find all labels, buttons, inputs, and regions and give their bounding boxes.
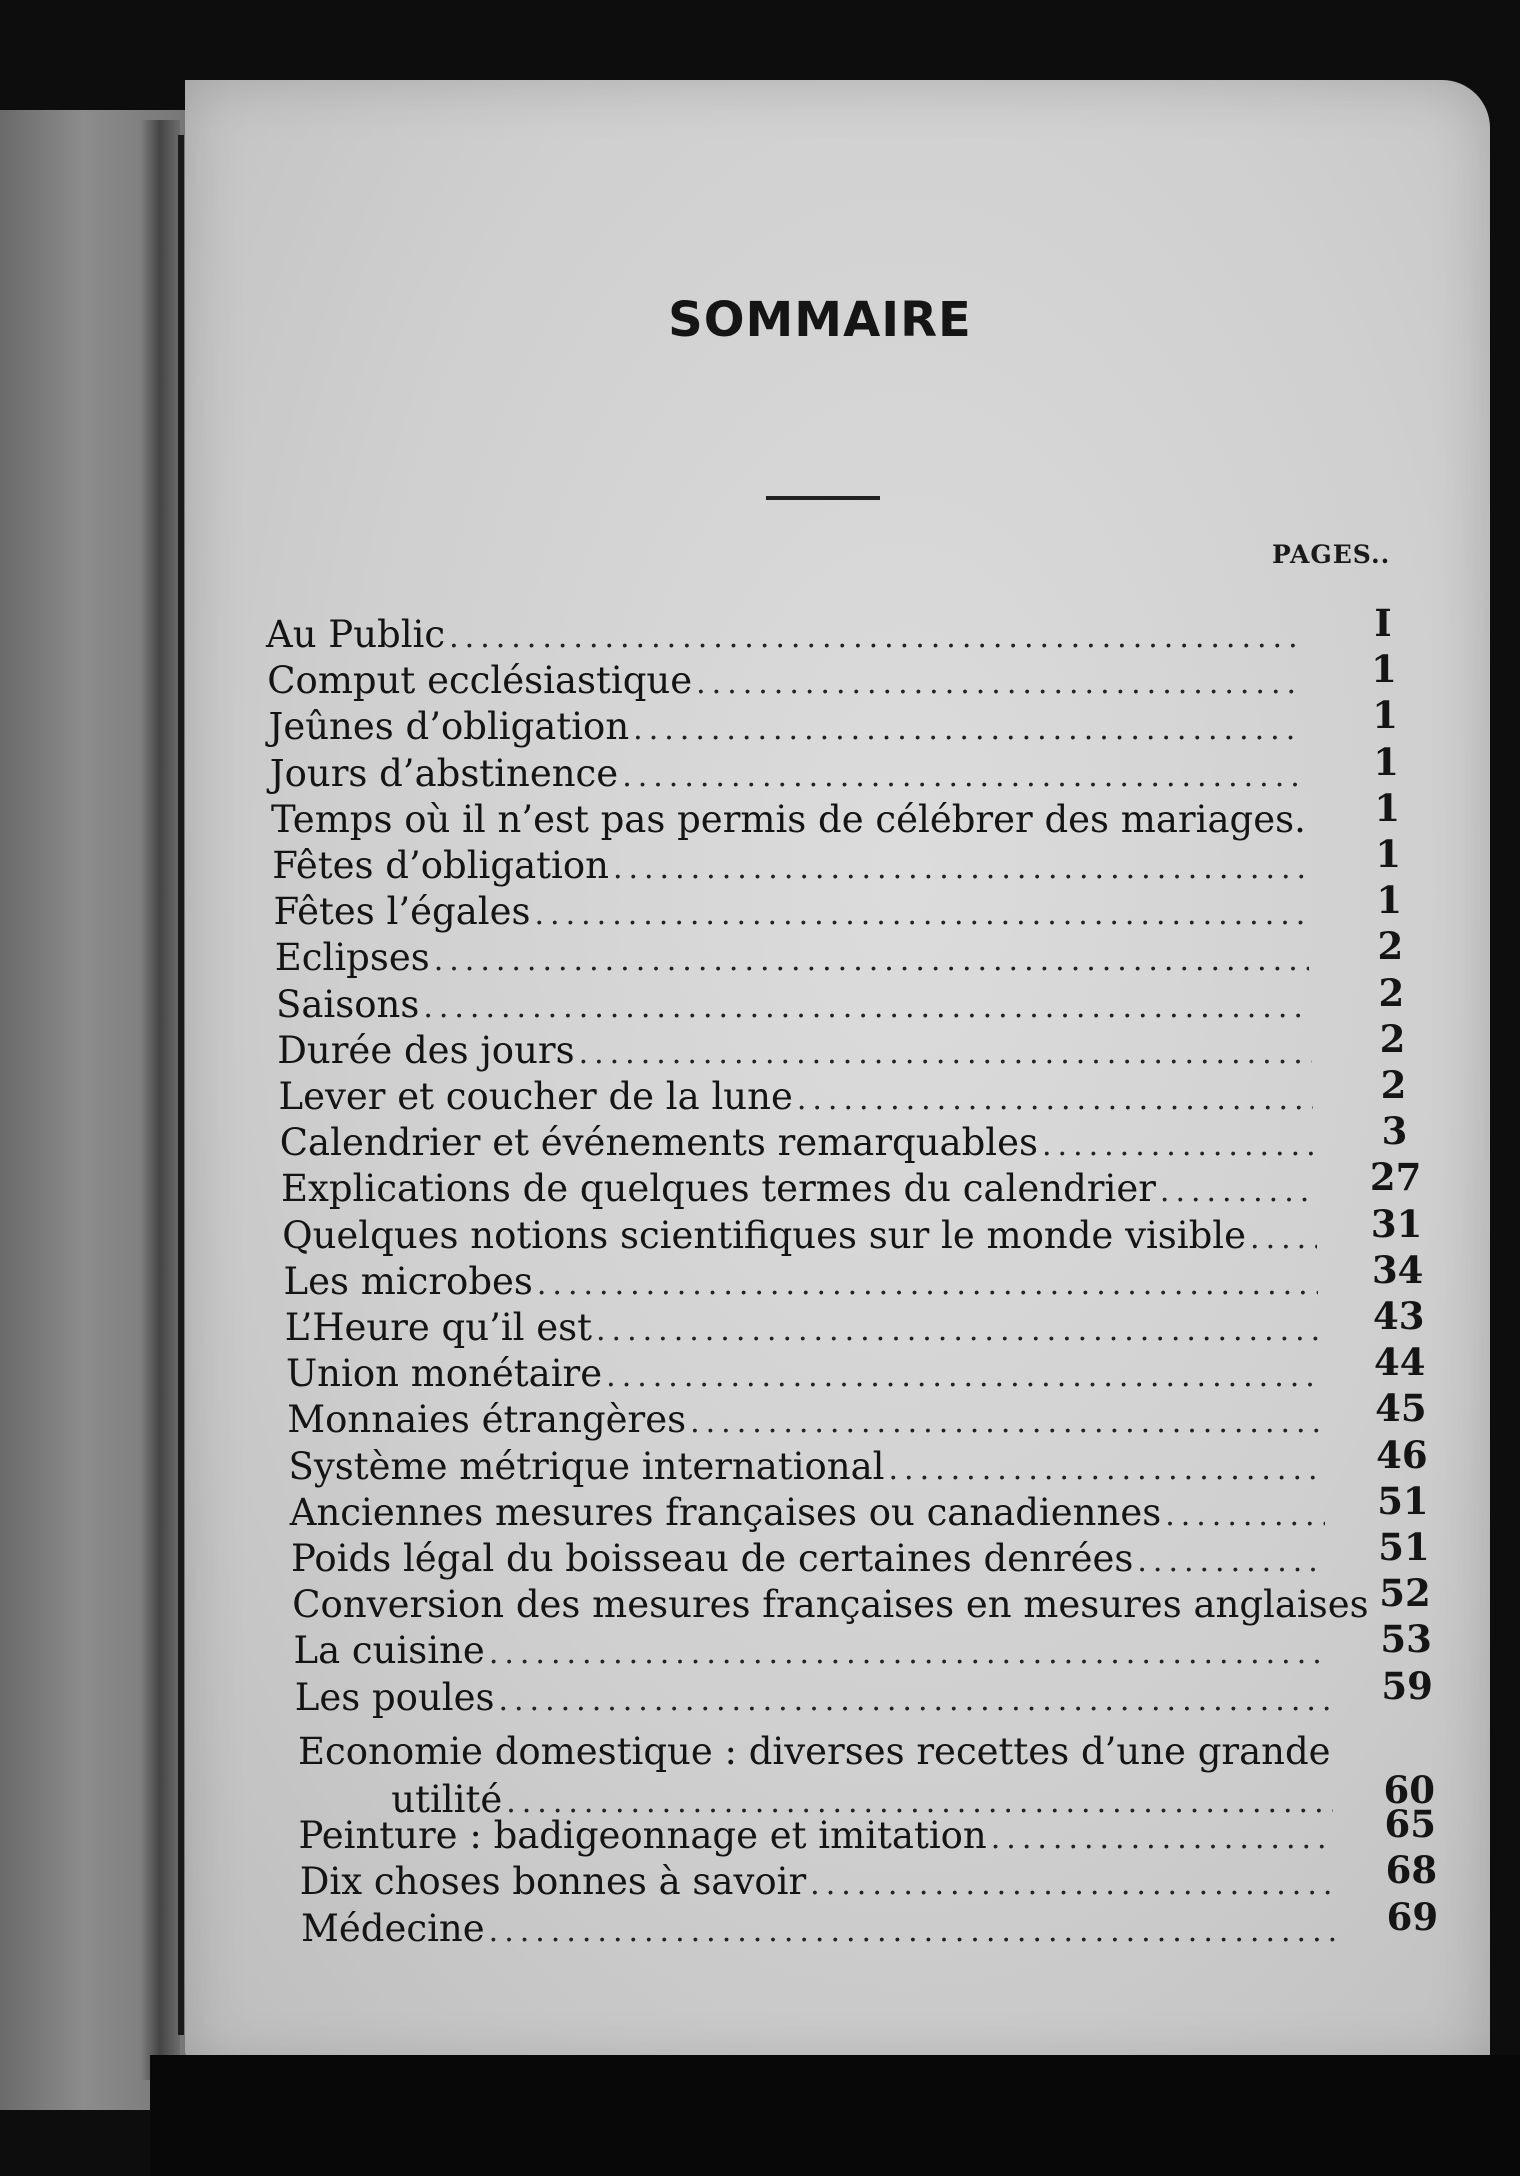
leader-dots [596,1308,1319,1354]
leader-dots [1250,1216,1317,1262]
toc-entry-title: Calendrier et événements remarquables [279,1121,1038,1165]
leader-dots [613,846,1307,892]
toc-entry-page: 43 [1373,1294,1425,1338]
toc-entry-page: 68 [1385,1848,1438,1893]
toc-entry-page: 52 [1379,1571,1431,1616]
toc-entry-page: 2 [1377,924,1404,969]
toc-entry-title-continuation: utilité [391,1778,503,1821]
toc-entry [0,1571,1520,1628]
toc-entry-title: Les poules [294,1675,495,1719]
toc-entry-title: La cuisine [293,1629,485,1673]
toc-entry-page: 51 [1377,1478,1429,1523]
toc-entry [0,1063,1520,1120]
toc-entry-title: Union monétaire [286,1352,603,1396]
toc-entry [0,924,1520,981]
toc-entry-page: 2 [1379,1016,1406,1061]
toc-entry-page: 1 [1372,693,1398,738]
toc-entry [0,693,1520,750]
toc-entry-title: Monnaies étrangères [287,1398,687,1442]
leader-dots [537,1262,1318,1308]
toc-entry-page: 1 [1376,878,1403,923]
leader-dots [633,707,1302,753]
leader-dots [889,1447,1324,1493]
leader-dots [810,1862,1335,1908]
toc-entry-page: 34 [1371,1247,1424,1292]
leader-dots [1160,1169,1316,1215]
page-title: SOMMAIRE [668,292,972,348]
toc-entry [0,832,1520,889]
toc-entry-title: Jours d’abstinence [269,751,619,795]
toc-entry-title: Lever et coucher de la lune [278,1075,793,1118]
toc-entry-page: 60 [1383,1768,1435,1812]
toc-entry [0,1155,1520,1212]
toc-entry-title: Conversion des mesures françaises en mesures anglaises [292,1583,1369,1627]
toc-entry-title: Au Public [266,613,446,656]
toc-entry-page: 46 [1376,1432,1428,1477]
leader-dots [696,661,1301,707]
toc-entry [0,1478,1520,1536]
toc-entry-page: 65 [1384,1802,1437,1847]
toc-entry-page: 2 [1380,1063,1407,1107]
toc-entry [0,1201,1520,1259]
toc-entry-page: 69 [1386,1894,1439,1939]
leader-dots [449,615,1300,661]
toc-entry-title: Jeûnes d’obligation [268,705,630,749]
toc-entry-title: Anciennes mesures françaises ou canadiennes [289,1490,1162,1534]
toc-entry-title: Quelques notions scientifiques sur le monde visible [282,1213,1247,1257]
toc-entry [0,785,1520,843]
toc-entry [0,601,1520,658]
toc-entry-page: 2 [1378,970,1405,1015]
toc-entry [0,1525,1520,1582]
toc-entry-page: 3 [1381,1109,1408,1154]
toc-entry-page: 45 [1375,1386,1427,1431]
toc-entry-title: Eclipses [274,936,430,980]
toc-entry-page: 51 [1378,1525,1430,1569]
toc-entry [0,1802,1520,1859]
leader-dots [579,1031,1312,1077]
toc-entry-title: L’Heure qu’il est [284,1306,593,1349]
toc-entry-page: 1 [1373,739,1400,784]
toc-entry [0,1432,1520,1490]
leader-dots [498,1678,1329,1724]
leader-dots [434,938,1309,984]
leader-dots [1042,1123,1314,1169]
toc-entry-title: Temps où il n’est pas permis de célébrer des mariages. [271,797,1306,841]
toc-entry-page: 59 [1381,1663,1433,1708]
toc-entry [0,1016,1520,1074]
toc-entry-page: 27 [1369,1155,1422,1200]
bottom-shadow [150,2055,1520,2176]
toc-entry-title: Comput ecclésiastique [267,659,693,703]
toc-entry [0,1663,1520,1721]
toc-entry [0,878,1520,935]
toc-entry-title: Saisons [276,982,420,1026]
toc-entry-title: Dix choses bonnes à savoir [299,1860,807,1904]
leader-dots [606,1354,1321,1400]
toc-entry [0,1247,1520,1305]
toc-entry-title: Peinture : badigeonnage et imitation [298,1814,987,1858]
toc-entry-page: 1 [1374,785,1401,830]
toc-entry-title: Economie domestique : diverses recettes d’une grande [298,1729,1331,1773]
toc-entry [0,1340,1520,1397]
pages-column-label: PAGES.. [1272,540,1391,569]
toc-entry-page: 1 [1375,832,1402,876]
toc-entry-title: Durée des jours [277,1028,575,1072]
toc-entry [0,1386,1520,1443]
toc-entry-title: Les microbes [283,1259,533,1303]
toc-entry [0,1617,1520,1674]
leader-dots [1165,1493,1324,1539]
toc-entry [0,970,1520,1028]
leader-dots [489,1631,1329,1677]
toc-entry [0,1294,1520,1351]
leader-dots [1137,1539,1326,1585]
leader-dots [622,754,1304,800]
toc-entry [0,1848,1520,1905]
toc-entry-page: I [1374,601,1392,645]
toc-entry-title: Système métrique international [288,1444,885,1488]
toc-entry-title: Médecine [301,1906,485,1950]
toc-entry-title: Poids légal du boisseau de certaines denrées [291,1537,1134,1580]
toc-entry [0,739,1520,797]
leader-dots [690,1400,1322,1446]
leader-dots [535,892,1308,938]
toc-entry-title: Fêtes l’égales [273,890,531,934]
toc-entry [0,1109,1520,1166]
toc-entry-page: 53 [1380,1617,1432,1662]
title-rule [766,496,880,500]
leader-dots [991,1816,1334,1862]
toc-entry-title: Fêtes d’obligation [272,844,609,887]
leader-dots [797,1077,1313,1123]
toc-entry [0,1894,1520,1952]
leader-dots [489,1909,1337,1955]
toc-entry-page: 1 [1371,647,1397,692]
leader-dots [423,985,1310,1031]
toc-entry-page: 44 [1374,1340,1426,1385]
toc-entry-page: 31 [1370,1201,1423,1246]
toc-entry [0,647,1520,704]
toc-entry [0,1729,1520,1775]
toc-entry-title: Explications de quelques termes du calendrier [281,1167,1156,1211]
